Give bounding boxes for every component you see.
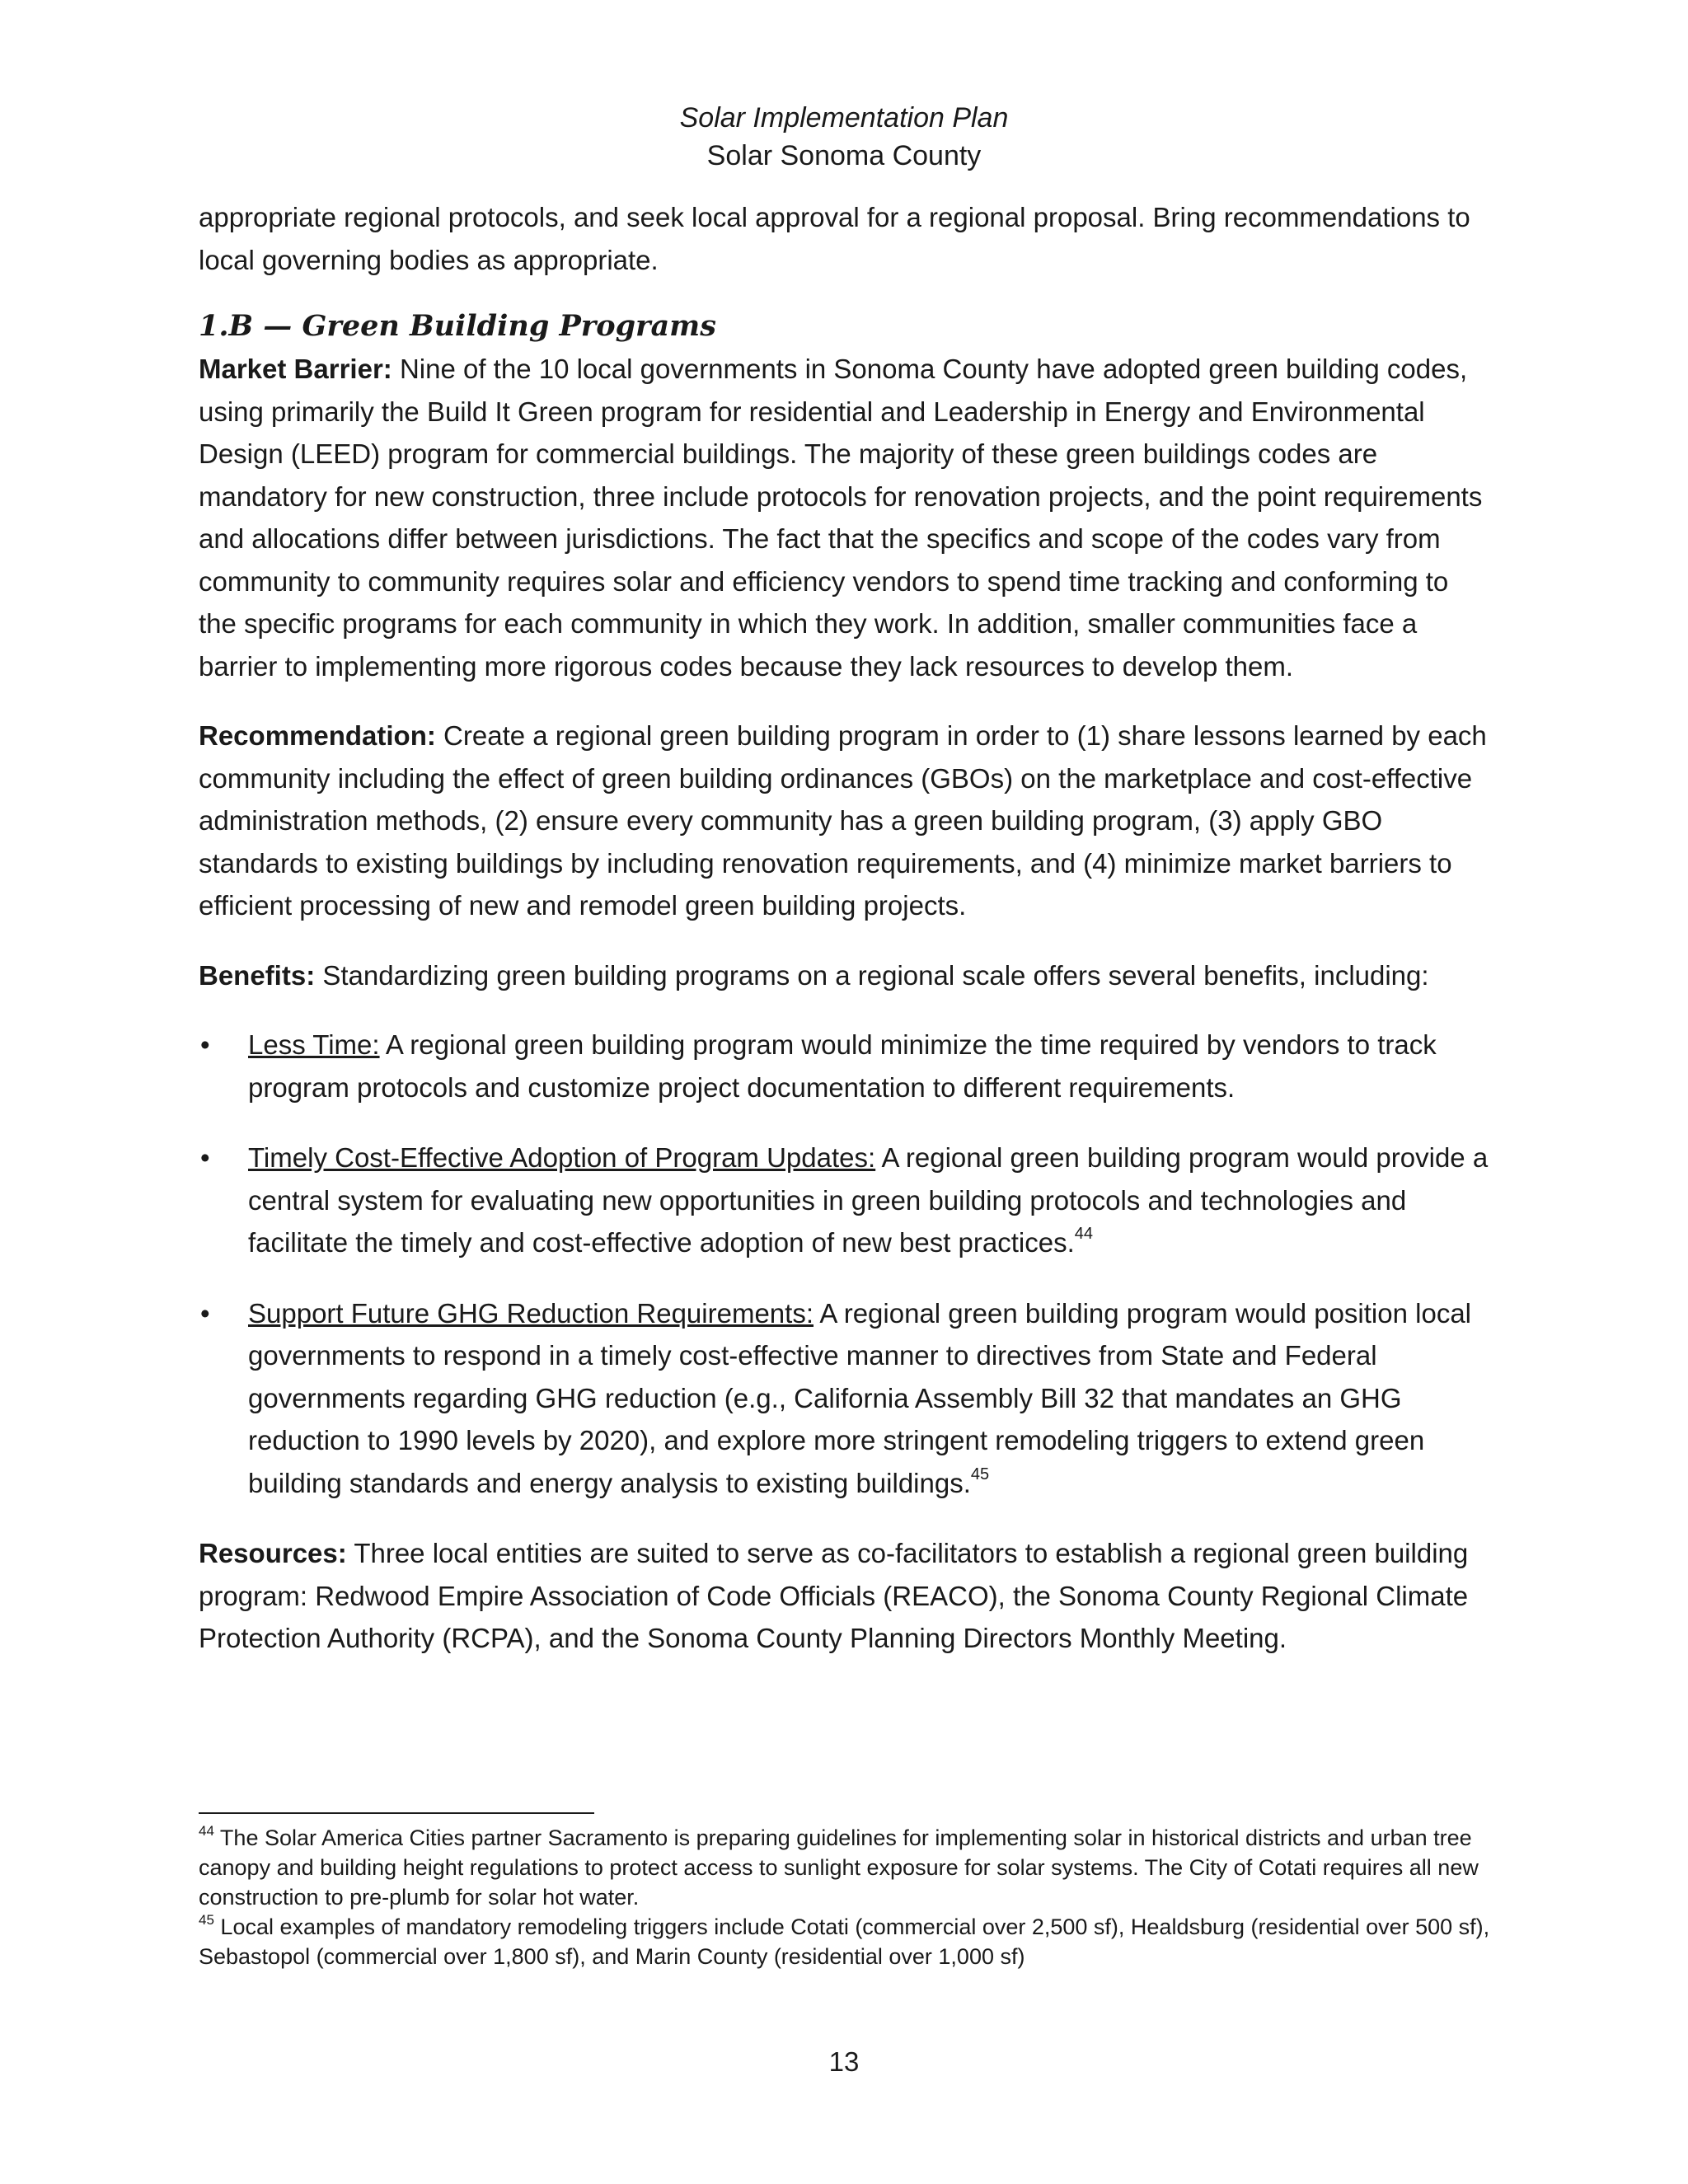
market-barrier-label: Market Barrier: [199,354,392,384]
page-header [0,99,1688,175]
footnotes [199,1823,1493,1971]
footnote-ref-44[interactable]: 44 [1074,1225,1094,1243]
footnote-text: The Solar America Cities partner Sacramento is preparing guidelines for implementing solar in historical districts and urban tree canopy and building height regulations to protect access to sunlight exposure for solar systems. The City of Cotati requires all new construction to pre-plumb for solar hot water. [199,1825,1479,1910]
footnote-divider [199,1812,594,1814]
recommendation-label: Recommendation: [199,720,436,751]
benefit-text: A regional green building program would minimize the time required by vendors to track program protocols and customize project documentation to different requirements. [248,1029,1437,1103]
section-heading: 1.B — Green Building Programs [199,309,716,343]
list-item [199,1292,1493,1505]
resources-text: Three local entities are suited to serve as co-facilitators to establish a regional green building program: Redwood Empire Association of Code Officials (REACO), the Sonoma County Regional Climate Protection Authority (RCPA), and the Sonoma County Planning Directors Monthly Meeting. [199,1538,1469,1653]
market-barrier-paragraph [199,348,1493,687]
benefit-heading: Less Time: [248,1029,380,1060]
footnote-ref-45[interactable]: 45 [970,1465,990,1483]
footnote-number: 45 [199,1912,214,1928]
benefit-heading: Timely Cost-Effective Adoption of Program Updates: [248,1142,876,1173]
benefits-paragraph [199,954,1493,997]
footnote-number: 44 [199,1823,214,1839]
list-item [199,1024,1493,1108]
benefit-text: A regional green building program would provide a central system for evaluating new opportunities in green building protocols and technologies and facilitate the timely and cost-effective adoption of new best practices. [248,1142,1489,1258]
benefits-list [199,1024,1493,1504]
header-title: Solar Implementation Plan [679,102,1009,134]
bullet-icon: • [200,1029,210,1060]
body-content [199,196,1493,1687]
bullet-icon: • [200,1297,210,1329]
footnote-44 [199,1823,1493,1912]
footnote-45 [199,1912,1493,1971]
benefits-label: Benefits: [199,959,316,991]
recommendation-text: Create a regional green building program in order to (1) share lessons learned by each community including the effect of green building ordinances (GBOs) on the marketplace and cost-effective administration methods, (2) ensure every community has a green building program, (3) apply GBO standards to existing buildings by including renovation requirements, and (4) minimize market barriers to efficient processing of new and remodel green building projects. [199,720,1487,921]
benefit-text: A regional green building program would position local governments to respond in a timely cost-effective manner to directives from State and Federal governments regarding GHG reduction (e.g., California Assembly Bill 32 that mandates an GHG reduction to 1990 levels by 2020), and explore more stringent remodeling triggers to extend green building standards and energy analysis to existing buildings. [248,1297,1472,1498]
resources-label: Resources: [199,1538,347,1568]
benefit-heading: Support Future GHG Reduction Requirements: [248,1297,814,1329]
resources-paragraph [199,1532,1493,1660]
market-barrier-text: Nine of the 10 local governments in Sonoma County have adopted green building codes, using primarily the Build It Green program for residential and Leadership in Energy and Environmental Design (LEED) program for commercial buildings. The majority of these green buildings codes are mandatory for new construction, three include protocols for renovation projects, and the point requirements and allocations differ between jurisdictions. The fact that the specifics and scope of the codes vary from community to community requires solar and efficiency vendors to spend time tracking and conforming to the specific programs for each community in which they work. In addition, smaller communities face a barrier to implementing more rigorous codes because they lack resources to develop them. [199,354,1483,682]
header-subtitle: Solar Sonoma County [706,140,982,171]
bullet-icon: • [200,1142,210,1173]
benefits-text: Standardizing green building programs on a regional scale offers several benefits, including: [315,959,1429,991]
list-item [199,1137,1493,1264]
intro-paragraph: appropriate regional protocols, and seek local approval for a regional proposal. Bring recommendations to local governing bodies as appropriate. [199,202,1470,275]
footnote-text: Local examples of mandatory remodeling triggers include Cotati (commercial over 2,500 sf), Healdsburg (residential over 500 sf), Sebastopol (commercial over 1,800 sf), and Marin County (residential over 1,000 sf) [199,1915,1490,1969]
page-number: 13 [828,2046,860,2077]
recommendation-paragraph [199,715,1493,927]
